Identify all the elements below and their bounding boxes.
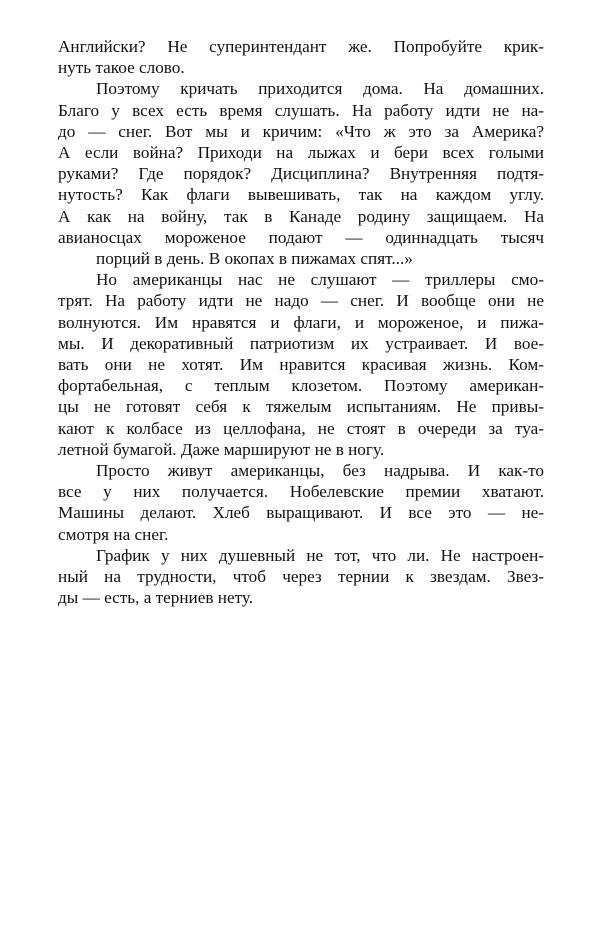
paragraph <box>58 460 544 545</box>
text-line: Благо у всех есть время слушать. На работу идти не на- <box>58 100 544 120</box>
text-line: Английски? Не суперинтендант же. Попробуйте крик- <box>58 37 544 56</box>
text-line: Машины делают. Хлеб выращивают. И все это — не- <box>58 503 544 523</box>
text-line: летной бумагой. Даже маршируют не в ногу. <box>58 439 385 459</box>
text-line: мы. И декоративный патриотизм их устраивает. И вое- <box>58 333 544 353</box>
text-line: ды — есть, а терниев нету. <box>58 588 254 608</box>
paragraph <box>58 545 544 609</box>
text-line: Поэтому кричать приходится дома. На домашних. <box>96 79 544 99</box>
paragraph <box>58 269 544 460</box>
text-line: смотря на снег. <box>58 524 169 544</box>
text-line: нуть такое слово. <box>58 58 185 78</box>
text-line: трят. На работу идти не надо — снег. И вообще они не <box>58 291 544 311</box>
text-line: авианосцах мороженое подают — одиннадцать тысяч <box>58 227 544 247</box>
book-page <box>58 36 544 608</box>
text-line: Но американцы нас не слушают — триллеры смо- <box>96 270 544 290</box>
text-line: нутость? Как флаги вывешивать, так на каждом углу. <box>58 185 544 205</box>
text-line: руками? Где порядок? Дисциплина? Внутренняя подтя- <box>58 164 544 184</box>
text-line: Просто живут американцы, без надрыва. И как-то <box>96 461 544 481</box>
text-line: График у них душевный не тот, что ли. Не настроен- <box>96 545 544 565</box>
text-line: вать они не хотят. Им нравится красивая жизнь. Ком- <box>58 355 544 375</box>
text-line: до — снег. Вот мы и кричим: «Что ж это за Америка? <box>58 121 544 141</box>
text-line: фортабельная, с теплым клозетом. Поэтому американ- <box>58 376 544 396</box>
text-line: А как на войну, так в Канаде родину защищаем. На <box>58 206 544 226</box>
text-line: волнуются. Им нравятся и флаги, и мороженое, и пижа- <box>58 312 544 332</box>
paragraph <box>58 36 544 78</box>
text-line: цы не готовят себя к тяжелым испытаниям. Не привы- <box>58 397 544 417</box>
text-line: все у них получается. Нобелевские премии хватают. <box>58 482 544 502</box>
text-line: А если война? Приходи на лыжах и бери всех голыми <box>58 143 544 163</box>
paragraph <box>58 78 544 269</box>
text-line: порций в день. В окопах в пижамах спят...» <box>96 249 413 269</box>
text-line: кают к колбасе из целлофана, не стоят в очереди за туа- <box>58 418 544 438</box>
text-line: ный на трудности, чтоб через тернии к звездам. Звез- <box>58 567 544 587</box>
